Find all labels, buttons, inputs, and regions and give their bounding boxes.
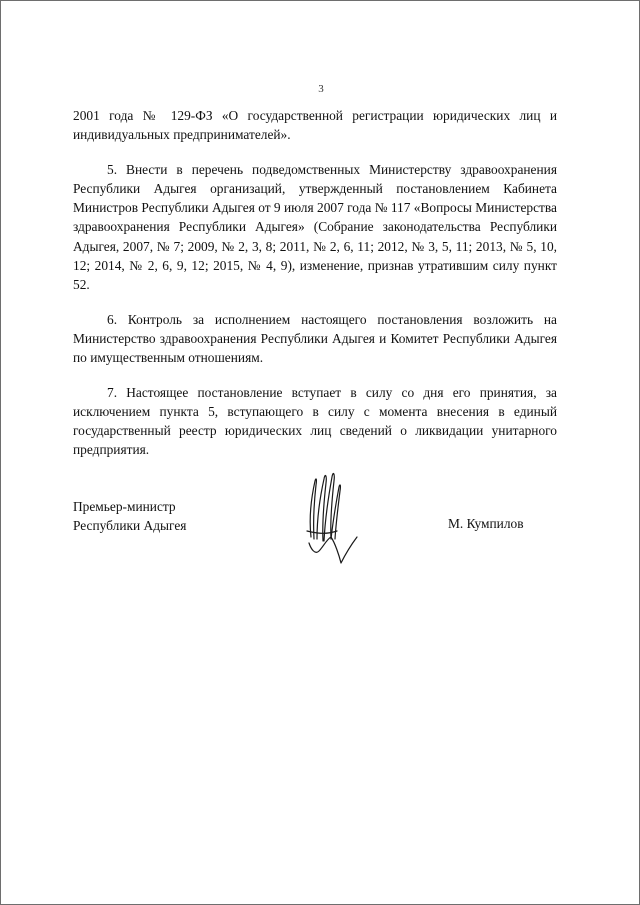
signer-position bbox=[73, 497, 186, 535]
paragraph-7: 7. Настоящее постановление вступает в силу со дня его принятия, за исключением пункта 5, вступающего в силу с момента внесения в единый государственный реестр юридических лиц сведений о ликвидации унитарного предприятия. bbox=[73, 385, 557, 458]
continuation-paragraph: 2001 года № 129-ФЗ «О государственной регистрации юридических лиц и индивидуальных предпринимателей». bbox=[73, 108, 557, 143]
paragraph-6: 6. Контроль за исполнением настоящего постановления возложить на Министерство здравоохранения Республики Адыгея и Комитет Республики Адыгея по имущественным отношениям. bbox=[73, 311, 557, 366]
page-number: 3 bbox=[318, 83, 324, 95]
handwritten-signature bbox=[297, 459, 359, 569]
signer-name: М. Кумпилов bbox=[448, 516, 524, 531]
signer-position-line2: Республики Адыгея bbox=[73, 518, 187, 533]
paragraph-5: 5. Внести в перечень подведомственных Министерству здравоохранения Республики Адыгея организаций, утвержденный постановлением Кабинета Министров Республики Адыгея от 9 июля 2007 года № 117 «Вопросы Министерства здравоохранения Республики Адыгея» (Собрание законодательства Республики Адыгея, 2007, № 7; 2009, № 2, 3, 8; 2011, № 2, 6, 11; 2012, № 3, 5, 11; 2013, № 5, 10, 12; 2014, № 2, 6, 9, 12; 2015, № 4, 9), изменение, признав утратившим силу пункт 52. bbox=[73, 162, 557, 292]
document-body bbox=[73, 106, 557, 460]
signer-position-line1: Премьер-министр bbox=[73, 499, 176, 514]
